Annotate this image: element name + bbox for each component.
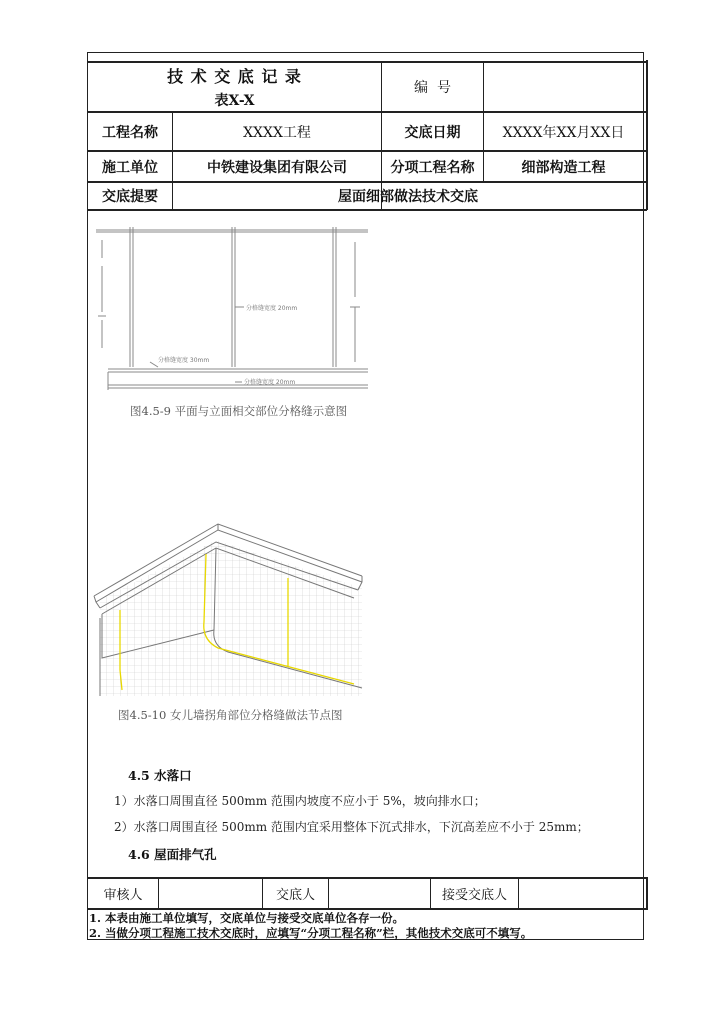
subitem-label: 分项工程名称 xyxy=(390,159,475,176)
figure-parapet-corner xyxy=(92,518,368,696)
receiver-label: 接受交底人 xyxy=(441,888,507,903)
date-label: 交底日期 xyxy=(404,124,461,141)
project-name-value: XXXX工程 xyxy=(243,124,311,141)
form-number: 表X-X xyxy=(214,93,255,109)
fig1-label-b: 分格缝宽度 30mm xyxy=(158,357,210,364)
note-1: 1. 本表由施工单位填写，交底单位与接受交底单位各存一份。 xyxy=(89,911,405,925)
form-title: 技 术 交 底 记 录 xyxy=(167,66,302,86)
summary-value: 屋面细部做法技术交底 xyxy=(338,189,478,205)
border-right xyxy=(643,52,644,940)
border-top xyxy=(87,52,644,53)
unit-label: 施工单位 xyxy=(102,159,158,176)
unit-value: 中铁建设集团有限公司 xyxy=(207,159,347,176)
note-2: 2. 当做分项工程施工技术交底时，应填写“分项工程名称”栏，其他技术交底可不填写。 xyxy=(89,926,533,940)
fig1-label-a: 分格缝宽度 20mm xyxy=(246,305,298,312)
section-heading-vent: 4.6 屋面排气孔 xyxy=(128,847,217,862)
border-right-shadow-2 xyxy=(646,877,648,910)
fig1-label-c: 分格缝宽度 20mm xyxy=(244,379,296,386)
border-right-shadow xyxy=(646,60,648,210)
summary-label: 交底提要 xyxy=(102,189,158,205)
receiver-field[interactable] xyxy=(519,879,643,908)
reviewer-field[interactable] xyxy=(159,879,262,908)
number-label: 编 号 xyxy=(414,80,451,96)
subitem-value: 细部构造工程 xyxy=(521,159,606,176)
section-heading-downpipe: 4.5 水落口 xyxy=(128,768,192,783)
figure2-caption: 图4.5-10 女儿墙拐角部位分格缝做法节点图 xyxy=(118,708,343,722)
presenter-field[interactable] xyxy=(329,879,430,908)
figure-joint-plan xyxy=(96,222,368,392)
number-value[interactable] xyxy=(484,63,643,111)
date-value: XXXX年XX月XX日 xyxy=(502,124,625,141)
reviewer-label: 审核人 xyxy=(103,888,143,903)
section-downpipe-item-2: 2）水落口周围直径 500mm 范围内宜采用整体下沉式排水，下沉高差应不小于 25mm； xyxy=(114,820,589,834)
section-downpipe-item-1: 1）水落口周围直径 500mm 范围内坡度不应小于 5%，坡向排水口； xyxy=(114,794,486,808)
figure1-caption: 图4.5-9 平面与立面相交部位分格缝示意图 xyxy=(130,404,348,418)
presenter-label: 交底人 xyxy=(275,888,315,903)
project-name-label: 工程名称 xyxy=(102,124,158,141)
row-line-4 xyxy=(87,209,647,211)
